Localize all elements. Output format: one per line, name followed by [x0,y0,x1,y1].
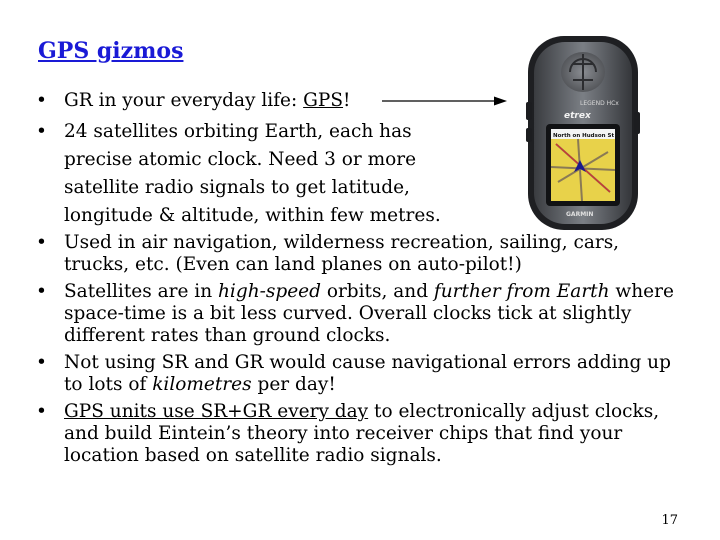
gps-screen [551,129,615,201]
svg-text:GARMIN: GARMIN [566,211,594,218]
bullet-errors: • Not using SR and GR would cause navigational errors adding up to lots of kilometres per day! [30,352,690,396]
side-button [634,112,640,134]
gps-device-image [518,32,648,232]
bullet-gps-units: • GPS units use SR+GR every day to electronically adjust clocks, and build Eintein’s theory into receiver chips that find your location based on satellite radio signals. [30,401,690,467]
bullet-uses: • Used in air navigation, wilderness recreation, sailing, cars, trucks, etc. (Even can land planes on auto-pilot!) [30,232,690,276]
side-button [526,128,532,142]
svg-text:etrex: etrex [564,111,591,121]
bullet-orbits: • Satellites are in high-speed orbits, and further from Earth where space-time is a bit less curved. Overall clocks tick at slightly different rates than ground clocks. [30,281,690,347]
slide-title[interactable]: GPS gizmos [38,38,184,64]
arrow-right-icon [382,94,508,108]
page-number: 17 [661,513,678,528]
side-button [526,102,532,120]
svg-text:North on Hudson St: North on Hudson St [553,133,615,139]
bullet-gr-everyday: • GR in your everyday life: GPS! [30,90,690,112]
bullet-satellites: • 24 satellites orbiting Earth, each has precise atomic clock. Need 3 or more satellite radio signals to get latitude, longitude & altitude, within few metres. [30,118,484,230]
gps-link[interactable]: GPS [303,90,344,111]
svg-text:LEGEND HCx: LEGEND HCx [580,100,619,107]
